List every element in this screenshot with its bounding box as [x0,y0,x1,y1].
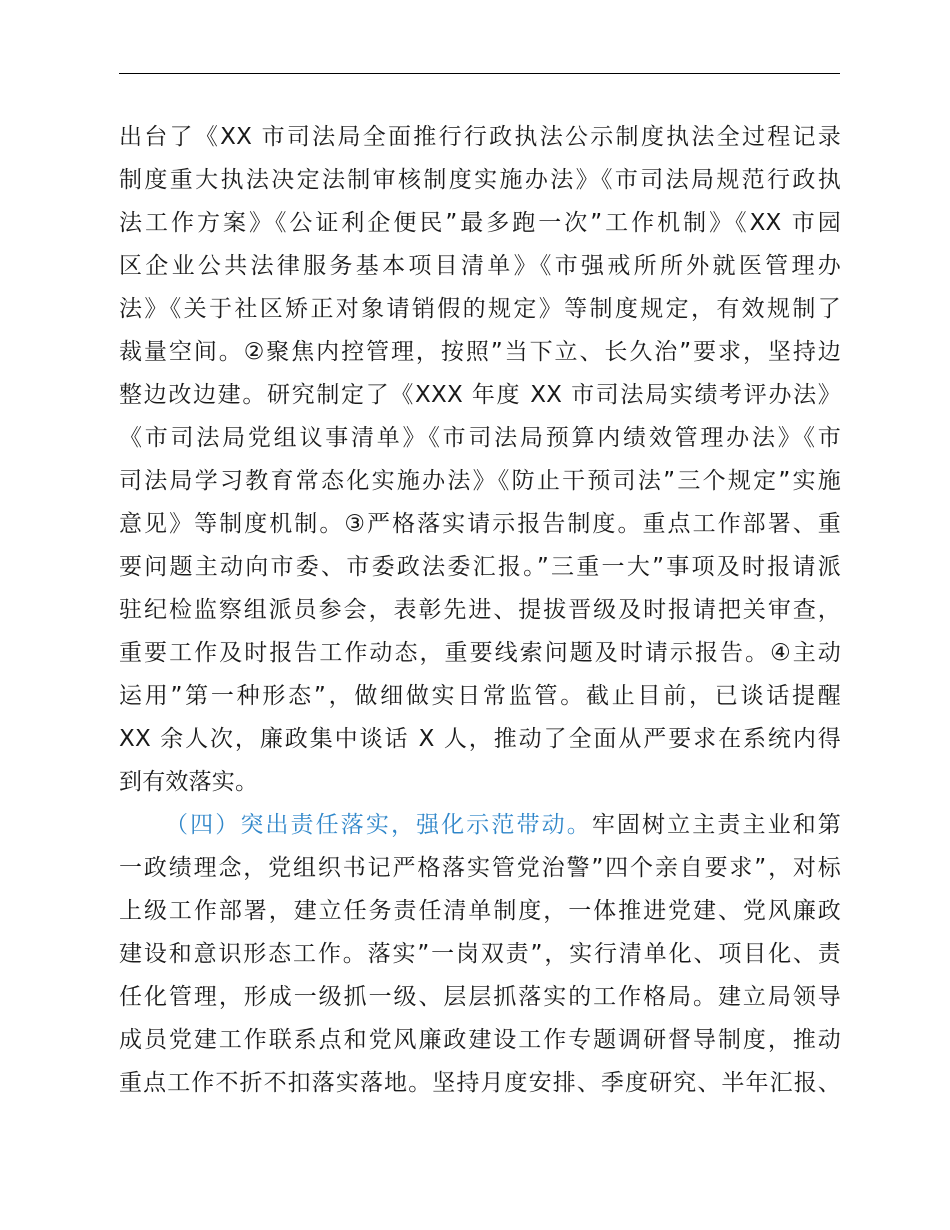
body-line: 驻纪检监察组派员参会，表彰先进、提拔晋级及时报请把关审查， [119,597,841,623]
body-line: XX 余人次，廉政集中谈话 X 人，推动了全面从严要求在系统内得 [119,726,841,752]
body-line: 《市司法局党组议事清单》《市司法局预算内绩效管理办法》《市 [119,425,841,451]
body-line: 法》《关于社区矫正对象请销假的规定》等制度规定，有效规制了 [119,296,841,322]
body-line: 法工作方案》《公证利企便民”最多跑一次”工作机制》《XX 市园 [119,210,841,236]
body-line: 出台了《XX 市司法局全面推行行政执法公示制度执法全过程记录 [119,124,841,150]
body-line: 司法局学习教育常态化实施办法》《防止干预司法”三个规定”实施 [119,468,841,494]
body-line: 裁量空间。②聚焦内控管理，按照”当下立、长久治”要求，坚持边 [119,339,841,365]
body-line: 成员党建工作联系点和党风廉政建设工作专题调研督导制度，推动 [119,1027,841,1053]
body-line: 一政绩理念，党组织书记严格落实管党治警”四个亲自要求”，对标 [119,855,841,881]
body-line: 意见》等制度机制。③严格落实请示报告制度。重点工作部署、重 [119,511,841,537]
body-line: 制度重大执法决定法制审核制度实施办法》《市司法局规范行政执 [119,167,841,193]
body-line: 建设和意识形态工作。落实”一岗双责”，实行清单化、项目化、责 [119,941,841,967]
section-heading: （四）突出责任落实，强化示范带动。 [165,812,592,838]
section-heading-continuation: 牢固树立主责主业和第 [591,812,841,838]
body-line: 上级工作部署，建立任务责任清单制度，一体推进党建、党风廉政 [119,898,841,924]
body-line: 整边改边建。研究制定了《XXX 年度 XX 市司法局实绩考评办法》 [119,382,841,408]
body-line: 任化管理，形成一级抓一级、层层抓落实的工作格局。建立局领导 [119,984,841,1010]
header-rule [119,73,840,74]
body-line: 重要工作及时报告工作动态，重要线索问题及时请示报告。④主动 [119,640,841,666]
section-heading-line [119,804,841,847]
body-line: 区企业公共法律服务基本项目清单》《市强戒所所外就医管理办 [119,253,841,279]
body-line: 重点工作不折不扣落实落地。坚持月度安排、季度研究、半年汇报、 [119,1070,841,1096]
document-body [119,116,841,1105]
body-line: 运用”第一种形态”，做细做实日常监管。截止目前，已谈话提醒 [119,683,841,709]
body-line: 要问题主动向市委、市委政法委汇报。”三重一大”事项及时报请派 [119,554,841,580]
body-line: 到有效落实。 [119,769,259,795]
